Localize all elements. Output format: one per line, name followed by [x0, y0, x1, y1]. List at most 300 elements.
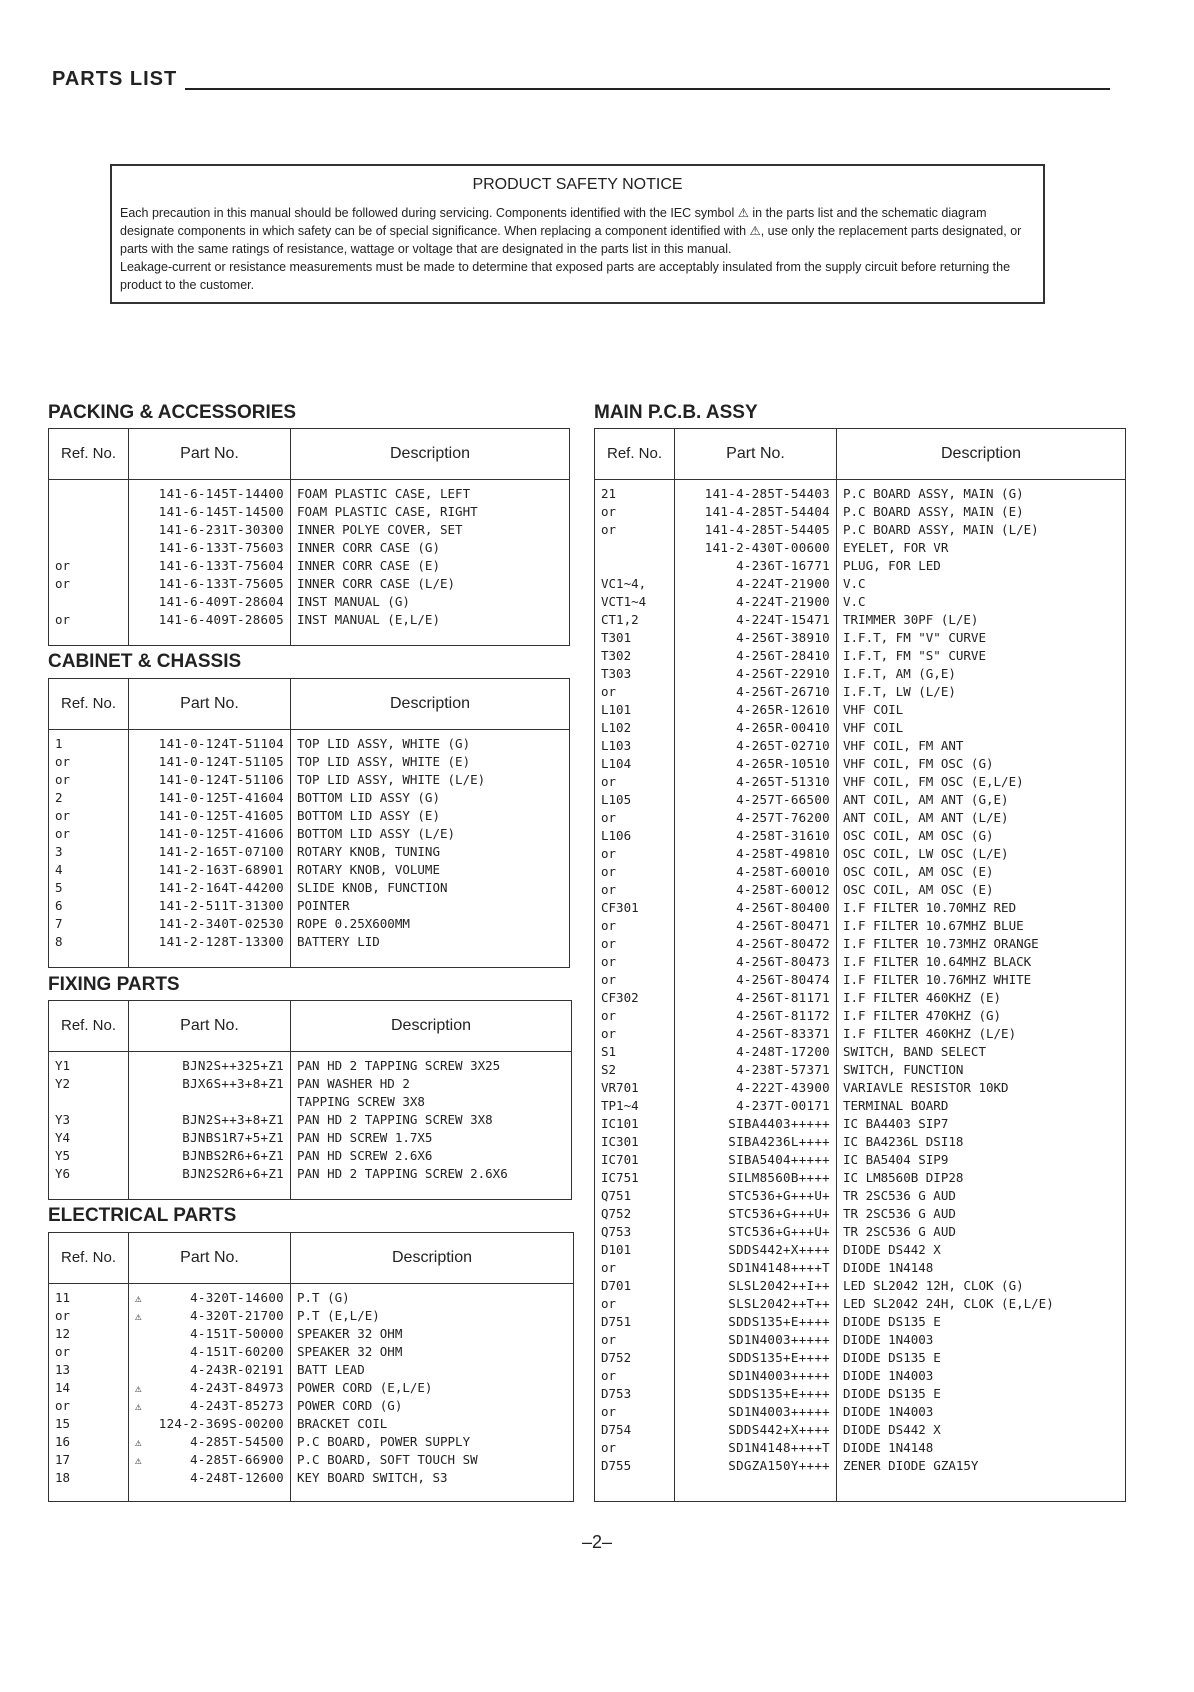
part-no-cell: 141-4-285T-54403 [675, 486, 837, 504]
table-row [595, 1278, 1126, 1296]
column-header-part-no: Part No. [675, 429, 837, 480]
ref-no: 3 [49, 844, 129, 862]
description: TRIMMER 30PF (L/E) [837, 612, 1126, 630]
description: TERMINAL BOARD [837, 1098, 1126, 1116]
table-row [595, 738, 1126, 756]
notice-paragraph-2: Leakage-current or resistance measurements must be made to determine that exposed parts are acceptably insulated from the supply circuit before returning the product to the customer. [120, 260, 1011, 292]
description: I.F FILTER 460KHZ (E) [837, 990, 1126, 1008]
page-number: –2– [581, 1532, 613, 1552]
part-no-cell: 141-0-124T-51106 [129, 772, 291, 790]
ref-no: Y5 [49, 1148, 129, 1166]
ref-no: S1 [595, 1044, 675, 1062]
electrical-table [48, 1232, 574, 1502]
part-no-cell: 4-256T-22910 [675, 666, 837, 684]
table-row [595, 954, 1126, 972]
ref-no: CT1,2 [595, 612, 675, 630]
part-no-cell: 141-2-340T-02530 [129, 916, 291, 934]
table-row [595, 684, 1126, 702]
description: SPEAKER 32 OHM [291, 1344, 574, 1362]
ref-no: or [49, 754, 129, 772]
description: POWER CORD (E,L/E) [291, 1380, 574, 1398]
part-no-cell: STC536+G+++U+ [675, 1206, 837, 1224]
description: PAN HD SCREW 2.6X6 [291, 1148, 572, 1166]
table-row [595, 756, 1126, 774]
ref-no: 8 [49, 934, 129, 952]
ref-no: Q753 [595, 1224, 675, 1242]
part-no-cell [129, 1308, 291, 1326]
part-no-cell: 4-257T-76200 [675, 810, 837, 828]
ref-no: 12 [49, 1326, 129, 1344]
ref-no: 1 [49, 736, 129, 754]
description: DIODE 1N4003 [837, 1404, 1126, 1422]
part-no-cell: 4-236T-16771 [675, 558, 837, 576]
ref-no: T301 [595, 630, 675, 648]
table-row [595, 864, 1126, 882]
table-row [595, 1170, 1126, 1188]
part-no-cell: SDGZA150Y++++ [675, 1458, 837, 1476]
part-no: 4-243R-02191 [190, 1362, 284, 1377]
description: VHF COIL [837, 702, 1126, 720]
notice-paragraph-1: Each precaution in this manual should be followed during servicing. Components identified with the IEC symbol ⚠ in the parts list and the schematic diagram designate components in which safety can be of special significance. When replacing a component identified with ⚠, use only the replacement parts designated, or parts with the same ratings of resistance, wattage or voltage that are designated in the parts list in this manual. [120, 206, 1022, 256]
part-no-cell: 4-224T-15471 [675, 612, 837, 630]
part-no-cell: 4-256T-38910 [675, 630, 837, 648]
part-no-cell [129, 1326, 291, 1344]
description: IC BA4236L DSI18 [837, 1134, 1126, 1152]
table-row [595, 702, 1126, 720]
part-no-cell: SDDS135+E++++ [675, 1350, 837, 1368]
section-title-electrical: ELECTRICAL PARTS [48, 1205, 237, 1226]
description: P.C BOARD ASSY, MAIN (L/E) [837, 522, 1126, 540]
part-no-cell: 4-265T-51310 [675, 774, 837, 792]
ref-no: or [49, 558, 129, 576]
table-row [49, 1434, 574, 1452]
description: POWER CORD (G) [291, 1398, 574, 1416]
table-row [49, 504, 570, 522]
part-no-cell: 4-258T-60010 [675, 864, 837, 882]
part-no-cell: 4-256T-80472 [675, 936, 837, 954]
part-no-cell: BJNBS1R7+5+Z1 [129, 1130, 291, 1148]
description: POINTER [291, 898, 570, 916]
fixing-table [48, 1000, 572, 1200]
ref-no: CF302 [595, 990, 675, 1008]
table-row [595, 1188, 1126, 1206]
section-title-fixing: FIXING PARTS [48, 974, 180, 995]
part-no-cell: SD1N4003+++++ [675, 1368, 837, 1386]
table-row [49, 898, 570, 916]
part-no-cell: SILM8560B++++ [675, 1170, 837, 1188]
description: OSC COIL, AM OSC (E) [837, 882, 1126, 900]
description: ROPE 0.25X600MM [291, 916, 570, 934]
column-header-ref: Ref. No. [49, 1001, 129, 1052]
ref-no: 7 [49, 916, 129, 934]
description: PAN HD 2 TAPPING SCREW 3X25 [291, 1058, 572, 1076]
ref-no: S2 [595, 1062, 675, 1080]
table-row [49, 1290, 574, 1308]
ref-no: Q752 [595, 1206, 675, 1224]
table-row [49, 862, 570, 880]
part-no-cell: 4-258T-31610 [675, 828, 837, 846]
description: BATTERY LID [291, 934, 570, 952]
part-no-cell: SLSL2042++T++ [675, 1296, 837, 1314]
part-no-cell [129, 1434, 291, 1452]
description: V.C [837, 576, 1126, 594]
ref-no: or [49, 576, 129, 594]
ref-no: VC1~4, [595, 576, 675, 594]
part-no-cell: 4-256T-28410 [675, 648, 837, 666]
ref-no: L103 [595, 738, 675, 756]
table-row [595, 630, 1126, 648]
column-header-ref: Ref. No. [49, 429, 129, 480]
ref-no [595, 558, 675, 576]
ref-no: or [49, 612, 129, 630]
table-row [595, 612, 1126, 630]
description: SWITCH, BAND SELECT [837, 1044, 1126, 1062]
table-row [49, 1398, 574, 1416]
description: I.F FILTER 470KHZ (G) [837, 1008, 1126, 1026]
description: DIODE DS135 E [837, 1314, 1126, 1332]
table-row [49, 486, 570, 504]
ref-no: 5 [49, 880, 129, 898]
part-no-cell: 4-238T-57371 [675, 1062, 837, 1080]
table-row [49, 826, 570, 844]
table-row [49, 540, 570, 558]
ref-no: or [595, 846, 675, 864]
table-row [595, 522, 1126, 540]
section-title-packing: PACKING & ACCESSORIES [48, 402, 297, 423]
ref-no: Y3 [49, 1112, 129, 1130]
part-no-cell: 4-256T-80400 [675, 900, 837, 918]
description: KEY BOARD SWITCH, S3 [291, 1470, 574, 1488]
description: OSC COIL, LW OSC (L/E) [837, 846, 1126, 864]
table-row [49, 916, 570, 934]
part-no-cell: SDDS442+X++++ [675, 1422, 837, 1440]
table-row [49, 612, 570, 630]
part-no-cell: BJN2S2R6+6+Z1 [129, 1166, 291, 1184]
description: LED SL2042 24H, CLOK (E,L/E) [837, 1296, 1126, 1314]
description: OSC COIL, AM OSC (E) [837, 864, 1126, 882]
ref-no: IC101 [595, 1116, 675, 1134]
part-no-cell: 4-258T-49810 [675, 846, 837, 864]
part-no-cell: 4-224T-21900 [675, 576, 837, 594]
table-row [49, 558, 570, 576]
part-no-cell: 4-265R-10510 [675, 756, 837, 774]
table-row [595, 1062, 1126, 1080]
ref-no: or [595, 1440, 675, 1458]
description: DIODE DS442 X [837, 1422, 1126, 1440]
description: INST MANUAL (E,L/E) [291, 612, 570, 630]
table-row [49, 1094, 572, 1112]
description: I.F FILTER 10.64MHZ BLACK [837, 954, 1126, 972]
ref-no: 17 [49, 1452, 129, 1470]
table-row [595, 972, 1126, 990]
description: EYELET, FOR VR [837, 540, 1126, 558]
column-header-part-no: Part No. [129, 429, 291, 480]
table-row [595, 1260, 1126, 1278]
part-no: 124-2-369S-00200 [158, 1416, 284, 1431]
part-no-cell: 141-6-409T-28604 [129, 594, 291, 612]
part-no-cell: 141-0-124T-51105 [129, 754, 291, 772]
ref-no: TP1~4 [595, 1098, 675, 1116]
description: DIODE DS135 E [837, 1350, 1126, 1368]
table-row [49, 594, 570, 612]
description: BOTTOM LID ASSY (E) [291, 808, 570, 826]
table-row [595, 1044, 1126, 1062]
part-no-cell: 141-6-133T-75603 [129, 540, 291, 558]
column-header-part-no: Part No. [129, 1001, 291, 1052]
ref-no: L102 [595, 720, 675, 738]
table-row [595, 792, 1126, 810]
ref-no: Y6 [49, 1166, 129, 1184]
description: ROTARY KNOB, TUNING [291, 844, 570, 862]
ref-no [49, 486, 129, 504]
ref-no: or [595, 774, 675, 792]
ref-no: Y4 [49, 1130, 129, 1148]
ref-no: VR701 [595, 1080, 675, 1098]
table-row [595, 1134, 1126, 1152]
part-no-cell: 4-222T-43900 [675, 1080, 837, 1098]
ref-no: or [595, 1260, 675, 1278]
part-no-cell: 141-6-145T-14400 [129, 486, 291, 504]
table-row [595, 558, 1126, 576]
safety-warning-icon: ⚠ [135, 1382, 142, 1395]
description: P.T (E,L/E) [291, 1308, 574, 1326]
table-row [595, 990, 1126, 1008]
table-row [595, 882, 1126, 900]
part-no-cell: SD1N4148++++T [675, 1440, 837, 1458]
table-row [595, 1404, 1126, 1422]
description: INNER CORR CASE (G) [291, 540, 570, 558]
part-no-cell: 141-0-124T-51104 [129, 736, 291, 754]
part-no-cell: SDDS135+E++++ [675, 1386, 837, 1404]
description: INST MANUAL (G) [291, 594, 570, 612]
header-rule [185, 88, 1110, 90]
safety-warning-icon: ⚠ [135, 1436, 142, 1449]
ref-no: T303 [595, 666, 675, 684]
ref-no: 21 [595, 486, 675, 504]
description: ZENER DIODE GZA15Y [837, 1458, 1126, 1476]
part-no-cell: 4-265R-00410 [675, 720, 837, 738]
ref-no: 2 [49, 790, 129, 808]
page-title: PARTS LIST [52, 68, 178, 90]
safety-warning-icon: ⚠ [135, 1454, 142, 1467]
description: SLIDE KNOB, FUNCTION [291, 880, 570, 898]
ref-no: or [595, 864, 675, 882]
part-no: 4-285T-54500 [190, 1434, 284, 1449]
column-header-description: Description [291, 429, 570, 480]
part-no-cell: SIBA4236L++++ [675, 1134, 837, 1152]
part-no-cell: BJNBS2R6+6+Z1 [129, 1148, 291, 1166]
table-row [595, 1098, 1126, 1116]
table-row [595, 666, 1126, 684]
column-header-description: Description [291, 1001, 572, 1052]
column-header-description: Description [837, 429, 1126, 480]
ref-no: or [595, 1368, 675, 1386]
safety-warning-icon: ⚠ [135, 1310, 142, 1323]
ref-no: or [49, 808, 129, 826]
part-no-cell [129, 1362, 291, 1380]
ref-no [49, 540, 129, 558]
table-row [595, 828, 1126, 846]
part-no: 4-285T-66900 [190, 1452, 284, 1467]
part-no-cell: 141-2-165T-07100 [129, 844, 291, 862]
part-no-cell: 141-0-125T-41605 [129, 808, 291, 826]
table-row [49, 1344, 574, 1362]
table-row [49, 1058, 572, 1076]
part-no-cell [129, 1452, 291, 1470]
table-row [49, 576, 570, 594]
part-no-cell: SIBA4403+++++ [675, 1116, 837, 1134]
table-row [49, 736, 570, 754]
ref-no: D701 [595, 1278, 675, 1296]
ref-no: or [49, 1308, 129, 1326]
part-no-cell [129, 1094, 291, 1112]
description: ROTARY KNOB, VOLUME [291, 862, 570, 880]
part-no-cell [129, 1344, 291, 1362]
part-no-cell: 4-256T-80474 [675, 972, 837, 990]
part-no-cell: SD1N4003+++++ [675, 1404, 837, 1422]
ref-no: or [595, 1404, 675, 1422]
ref-no: Q751 [595, 1188, 675, 1206]
description: OSC COIL, AM OSC (G) [837, 828, 1126, 846]
column-header-ref: Ref. No. [595, 429, 675, 480]
part-no-cell: 141-6-231T-30300 [129, 522, 291, 540]
ref-no: or [595, 918, 675, 936]
ref-no: or [595, 882, 675, 900]
description: I.F FILTER 10.70MHZ RED [837, 900, 1126, 918]
table-row [595, 1296, 1126, 1314]
column-header-description: Description [291, 1233, 574, 1284]
table-row [595, 1224, 1126, 1242]
part-no-cell: 4-256T-80471 [675, 918, 837, 936]
table-row [49, 1416, 574, 1434]
ref-no: 11 [49, 1290, 129, 1308]
column-header-part-no: Part No. [129, 679, 291, 730]
safety-warning-icon: ⚠ [135, 1400, 142, 1413]
part-no-cell: 141-2-163T-68901 [129, 862, 291, 880]
table-row [49, 844, 570, 862]
table-row [49, 880, 570, 898]
ref-no: D754 [595, 1422, 675, 1440]
description: VHF COIL, FM ANT [837, 738, 1126, 756]
column-header-ref: Ref. No. [49, 679, 129, 730]
description: FOAM PLASTIC CASE, LEFT [291, 486, 570, 504]
table-row [595, 1350, 1126, 1368]
description: TR 2SC536 G AUD [837, 1206, 1126, 1224]
table-row [49, 1076, 572, 1094]
description: PAN HD 2 TAPPING SCREW 2.6X6 [291, 1166, 572, 1184]
table-row [595, 1242, 1126, 1260]
description: BOTTOM LID ASSY (G) [291, 790, 570, 808]
part-no: 4-320T-14600 [190, 1290, 284, 1305]
description: DIODE 1N4148 [837, 1440, 1126, 1458]
ref-no: 16 [49, 1434, 129, 1452]
ref-no: IC301 [595, 1134, 675, 1152]
part-no-cell: 141-0-125T-41604 [129, 790, 291, 808]
ref-no: or [595, 1008, 675, 1026]
table-row [49, 1130, 572, 1148]
part-no-cell: SDDS135+E++++ [675, 1314, 837, 1332]
description: P.C BOARD ASSY, MAIN (E) [837, 504, 1126, 522]
part-no-cell: 4-265R-12610 [675, 702, 837, 720]
ref-no: L105 [595, 792, 675, 810]
description: IC BA5404 SIP9 [837, 1152, 1126, 1170]
table-row [49, 772, 570, 790]
ref-no: Y2 [49, 1076, 129, 1094]
part-no-cell: SLSL2042++I++ [675, 1278, 837, 1296]
description: I.F.T, AM (G,E) [837, 666, 1126, 684]
part-no-cell: STC536+G+++U+ [675, 1188, 837, 1206]
description: TR 2SC536 G AUD [837, 1224, 1126, 1242]
ref-no: T302 [595, 648, 675, 666]
ref-no: CF301 [595, 900, 675, 918]
table-row [595, 774, 1126, 792]
description: I.F FILTER 10.67MHZ BLUE [837, 918, 1126, 936]
description: IC BA4403 SIP7 [837, 1116, 1126, 1134]
description: PAN HD 2 TAPPING SCREW 3X8 [291, 1112, 572, 1130]
ref-no: or [49, 1398, 129, 1416]
table-row [595, 1314, 1126, 1332]
description: PAN HD SCREW 1.7X5 [291, 1130, 572, 1148]
table-row [49, 522, 570, 540]
table-row [595, 1368, 1126, 1386]
packing-table [48, 428, 570, 646]
part-no-cell: 141-0-125T-41606 [129, 826, 291, 844]
description: I.F.T, FM "S" CURVE [837, 648, 1126, 666]
column-header-part-no: Part No. [129, 1233, 291, 1284]
description: IC LM8560B DIP28 [837, 1170, 1126, 1188]
description: TR 2SC536 G AUD [837, 1188, 1126, 1206]
part-no-cell: 141-4-285T-54404 [675, 504, 837, 522]
ref-no: or [595, 522, 675, 540]
part-no: 4-243T-84973 [190, 1380, 284, 1395]
ref-no: or [595, 936, 675, 954]
ref-no: or [49, 1344, 129, 1362]
ref-no: or [49, 826, 129, 844]
ref-no: 13 [49, 1362, 129, 1380]
part-no-cell [129, 1470, 291, 1488]
description: VHF COIL, FM OSC (E,L/E) [837, 774, 1126, 792]
ref-no: L101 [595, 702, 675, 720]
table-row [595, 540, 1126, 558]
description: BRACKET COIL [291, 1416, 574, 1434]
part-no-cell: BJX6S++3+8+Z1 [129, 1076, 291, 1094]
part-no-cell [129, 1398, 291, 1416]
ref-no: IC701 [595, 1152, 675, 1170]
part-no-cell: 4-256T-83371 [675, 1026, 837, 1044]
table-row [49, 1452, 574, 1470]
description: ANT COIL, AM ANT (G,E) [837, 792, 1126, 810]
description: DIODE 1N4148 [837, 1260, 1126, 1278]
ref-no [49, 504, 129, 522]
table-row [595, 1080, 1126, 1098]
table-row [595, 504, 1126, 522]
description: LED SL2042 12H, CLOK (G) [837, 1278, 1126, 1296]
table-row [49, 790, 570, 808]
ref-no [595, 540, 675, 558]
part-no-cell: 141-2-511T-31300 [129, 898, 291, 916]
table-row [49, 1112, 572, 1130]
table-row [49, 1326, 574, 1344]
table-row [49, 934, 570, 952]
description: SWITCH, FUNCTION [837, 1062, 1126, 1080]
part-no-cell: 4-237T-00171 [675, 1098, 837, 1116]
column-header-ref: Ref. No. [49, 1233, 129, 1284]
part-no: 4-151T-50000 [190, 1326, 284, 1341]
part-no-cell: 141-4-285T-54405 [675, 522, 837, 540]
cabinet-table [48, 678, 570, 968]
part-no-cell: STC536+G+++U+ [675, 1224, 837, 1242]
ref-no: or [595, 972, 675, 990]
